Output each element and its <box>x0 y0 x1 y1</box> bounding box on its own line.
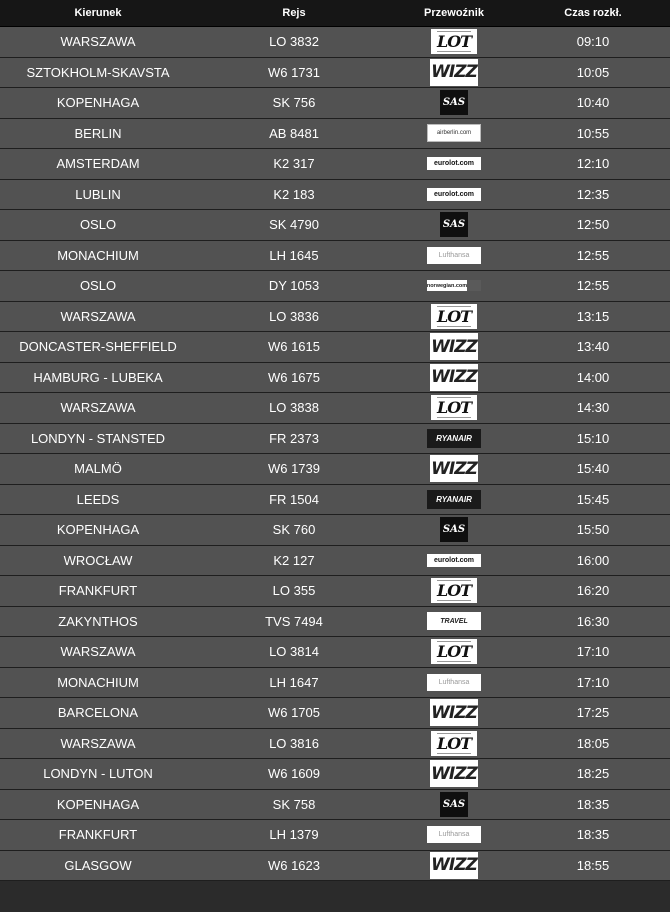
carrier-logo-wizz: WIZZ <box>430 760 478 787</box>
table-row <box>0 302 670 333</box>
carrier-logo-lot: LOT <box>431 639 477 664</box>
header-scheduled-time: Czas rozkł. <box>564 7 622 19</box>
scheduled-time-cell: 12:10 <box>576 156 610 172</box>
carrier-cell <box>392 637 516 667</box>
table-row <box>0 668 670 699</box>
flight-number-cell: W6 1615 <box>267 339 321 355</box>
carrier-logo-wizz: WIZZ <box>430 455 478 482</box>
carrier-cell <box>392 820 516 850</box>
scheduled-time-cell: 13:15 <box>576 308 610 324</box>
scheduled-time-cell: 18:35 <box>576 827 610 843</box>
flight-number-cell: AB 8481 <box>269 125 319 141</box>
carrier-cell <box>392 88 516 118</box>
carrier-cell <box>392 149 516 179</box>
carrier-cell <box>392 454 516 484</box>
carrier-cell <box>392 241 516 271</box>
destination-cell: DONCASTER-SHEFFIELD <box>19 339 177 355</box>
table-row <box>0 180 670 211</box>
carrier-cell <box>392 210 516 240</box>
flight-number-cell: FR 2373 <box>269 430 319 446</box>
table-row <box>0 119 670 150</box>
carrier-cell <box>392 27 516 57</box>
flight-number-cell: W6 1731 <box>267 64 321 80</box>
scheduled-time-cell: 17:25 <box>576 705 610 721</box>
destination-cell: WARSZAWA <box>60 34 136 50</box>
flight-number-cell: SK 760 <box>272 522 316 538</box>
carrier-logo-travel: TRAVEL <box>427 612 481 630</box>
header-flight: Rejs <box>282 7 306 19</box>
destination-cell: WARSZAWA <box>60 735 136 751</box>
destination-cell: BARCELONA <box>57 705 139 721</box>
destination-cell: KOPENHAGA <box>56 522 140 538</box>
carrier-cell <box>392 302 516 332</box>
carrier-logo-airberlin: airberlin.com <box>427 124 481 142</box>
destination-cell: WARSZAWA <box>60 644 136 660</box>
carrier-logo-wizz: WIZZ <box>430 364 478 391</box>
flight-number-cell: K2 317 <box>273 156 315 172</box>
table-row <box>0 58 670 89</box>
carrier-cell <box>392 485 516 515</box>
carrier-cell <box>392 119 516 149</box>
table-header <box>0 0 670 27</box>
destination-cell: BERLIN <box>74 125 122 141</box>
flight-number-cell: LH 1645 <box>269 247 319 263</box>
destination-cell: FRANKFURT <box>58 583 138 599</box>
scheduled-time-cell: 09:10 <box>576 34 610 50</box>
destination-cell: AMSTERDAM <box>56 156 140 172</box>
flight-number-cell: SK 4790 <box>269 217 319 233</box>
scheduled-time-cell: 18:25 <box>576 766 610 782</box>
table-row <box>0 637 670 668</box>
flight-number-cell: K2 127 <box>273 552 315 568</box>
destination-cell: SZTOKHOLM-SKAVSTA <box>26 64 170 80</box>
carrier-logo-sas: SAS <box>440 90 468 115</box>
destination-cell: LONDYN - STANSTED <box>30 430 166 446</box>
carrier-logo-lot: LOT <box>431 578 477 603</box>
scheduled-time-cell: 12:55 <box>576 247 610 263</box>
header-destination: Kierunek <box>74 7 122 19</box>
flight-number-cell: W6 1609 <box>267 766 321 782</box>
carrier-cell <box>392 332 516 362</box>
table-row <box>0 729 670 760</box>
scheduled-time-cell: 10:40 <box>576 95 610 111</box>
carrier-logo-lufthansa: Lufthansa <box>427 674 481 691</box>
carrier-logo-wizz: WIZZ <box>430 699 478 726</box>
carrier-logo-sas: SAS <box>440 212 468 237</box>
carrier-cell <box>392 271 516 301</box>
carrier-cell <box>392 790 516 820</box>
scheduled-time-cell: 15:45 <box>576 491 610 507</box>
destination-cell: WROCŁAW <box>63 552 133 568</box>
destination-cell: MONACHIUM <box>57 247 139 263</box>
flights-table-body <box>0 27 670 881</box>
carrier-logo-wizz: WIZZ <box>430 333 478 360</box>
scheduled-time-cell: 15:50 <box>576 522 610 538</box>
carrier-cell <box>392 58 516 88</box>
flight-number-cell: K2 183 <box>273 186 315 202</box>
scheduled-time-cell: 15:40 <box>576 461 610 477</box>
destination-cell: GLASGOW <box>64 857 132 873</box>
carrier-cell <box>392 393 516 423</box>
carrier-cell <box>392 180 516 210</box>
table-row <box>0 546 670 577</box>
scheduled-time-cell: 14:00 <box>576 369 610 385</box>
carrier-logo-lot: LOT <box>431 304 477 329</box>
destination-cell: WARSZAWA <box>60 400 136 416</box>
scheduled-time-cell: 16:20 <box>576 583 610 599</box>
destination-cell: HAMBURG - LUBEKA <box>33 369 163 385</box>
scheduled-time-cell: 12:50 <box>576 217 610 233</box>
scheduled-time-cell: 10:55 <box>576 125 610 141</box>
table-row <box>0 851 670 882</box>
flight-number-cell: LO 355 <box>272 583 316 599</box>
destination-cell: LUBLIN <box>75 186 121 202</box>
carrier-logo-eurolot: eurolot.com <box>427 157 481 170</box>
table-row <box>0 363 670 394</box>
destination-cell: ZAKYNTHOS <box>58 613 138 629</box>
table-row <box>0 271 670 302</box>
destination-cell: LONDYN - LUTON <box>43 766 153 782</box>
flight-number-cell: LO 3838 <box>269 400 319 416</box>
flight-number-cell: LO 3832 <box>269 34 319 50</box>
carrier-logo-lot: LOT <box>431 395 477 420</box>
table-row <box>0 485 670 516</box>
carrier-logo-eurolot: eurolot.com <box>427 188 481 201</box>
carrier-cell <box>392 759 516 789</box>
flight-number-cell: LH 1647 <box>269 674 319 690</box>
carrier-cell <box>392 729 516 759</box>
table-row <box>0 88 670 119</box>
carrier-cell <box>392 851 516 881</box>
table-row <box>0 149 670 180</box>
carrier-cell <box>392 515 516 545</box>
scheduled-time-cell: 18:05 <box>576 735 610 751</box>
carrier-logo-norwegian: norwegian.com <box>427 280 481 291</box>
carrier-logo-wizz: WIZZ <box>430 59 478 86</box>
flight-number-cell: SK 758 <box>272 796 316 812</box>
flight-number-cell: W6 1623 <box>267 857 321 873</box>
table-row <box>0 515 670 546</box>
carrier-cell <box>392 424 516 454</box>
carrier-logo-sas: SAS <box>440 517 468 542</box>
flight-number-cell: LO 3836 <box>269 308 319 324</box>
scheduled-time-cell: 10:05 <box>576 64 610 80</box>
carrier-logo-ryanair: RYANAIR <box>427 429 481 448</box>
flight-number-cell: SK 756 <box>272 95 316 111</box>
scheduled-time-cell: 18:55 <box>576 857 610 873</box>
scheduled-time-cell: 14:30 <box>576 400 610 416</box>
carrier-logo-eurolot: eurolot.com <box>427 554 481 567</box>
header-carrier: Przewoźnik <box>424 7 484 19</box>
table-row <box>0 210 670 241</box>
scheduled-time-cell: 16:00 <box>576 552 610 568</box>
table-row <box>0 424 670 455</box>
table-row <box>0 759 670 790</box>
flight-number-cell: DY 1053 <box>268 278 320 294</box>
table-row <box>0 454 670 485</box>
destination-cell: FRANKFURT <box>58 827 138 843</box>
carrier-logo-lufthansa: Lufthansa <box>427 247 481 264</box>
carrier-cell <box>392 698 516 728</box>
table-row <box>0 790 670 821</box>
table-row <box>0 241 670 272</box>
destination-cell: LEEDS <box>76 491 120 507</box>
carrier-logo-sas: SAS <box>440 792 468 817</box>
destination-cell: KOPENHAGA <box>56 796 140 812</box>
flight-number-cell: LO 3814 <box>269 644 319 660</box>
flight-number-cell: W6 1739 <box>267 461 321 477</box>
table-row <box>0 698 670 729</box>
table-row <box>0 332 670 363</box>
carrier-cell <box>392 576 516 606</box>
carrier-cell <box>392 546 516 576</box>
table-row <box>0 27 670 58</box>
scheduled-time-cell: 13:40 <box>576 339 610 355</box>
flight-number-cell: LH 1379 <box>269 827 319 843</box>
destination-cell: OSLO <box>79 217 117 233</box>
flight-number-cell: W6 1705 <box>267 705 321 721</box>
flight-number-cell: W6 1675 <box>267 369 321 385</box>
carrier-logo-lot: LOT <box>431 731 477 756</box>
flight-number-cell: LO 3816 <box>269 735 319 751</box>
scheduled-time-cell: 17:10 <box>576 644 610 660</box>
table-row <box>0 393 670 424</box>
table-row <box>0 607 670 638</box>
carrier-cell <box>392 668 516 698</box>
destination-cell: OSLO <box>79 278 117 294</box>
scheduled-time-cell: 12:55 <box>576 278 610 294</box>
table-row <box>0 820 670 851</box>
scheduled-time-cell: 17:10 <box>576 674 610 690</box>
scheduled-time-cell: 16:30 <box>576 613 610 629</box>
carrier-logo-ryanair: RYANAIR <box>427 490 481 509</box>
destination-cell: MONACHIUM <box>57 674 139 690</box>
carrier-logo-wizz: WIZZ <box>430 852 478 879</box>
flight-number-cell: TVS 7494 <box>265 613 323 629</box>
carrier-logo-lot: LOT <box>431 29 477 54</box>
flight-number-cell: FR 1504 <box>269 491 319 507</box>
carrier-cell <box>392 607 516 637</box>
carrier-logo-lufthansa: Lufthansa <box>427 826 481 843</box>
destination-cell: MALMÖ <box>74 461 122 477</box>
scheduled-time-cell: 15:10 <box>576 430 610 446</box>
table-row <box>0 576 670 607</box>
carrier-cell <box>392 363 516 393</box>
scheduled-time-cell: 18:35 <box>576 796 610 812</box>
destination-cell: WARSZAWA <box>60 308 136 324</box>
scheduled-time-cell: 12:35 <box>576 186 610 202</box>
destination-cell: KOPENHAGA <box>56 95 140 111</box>
